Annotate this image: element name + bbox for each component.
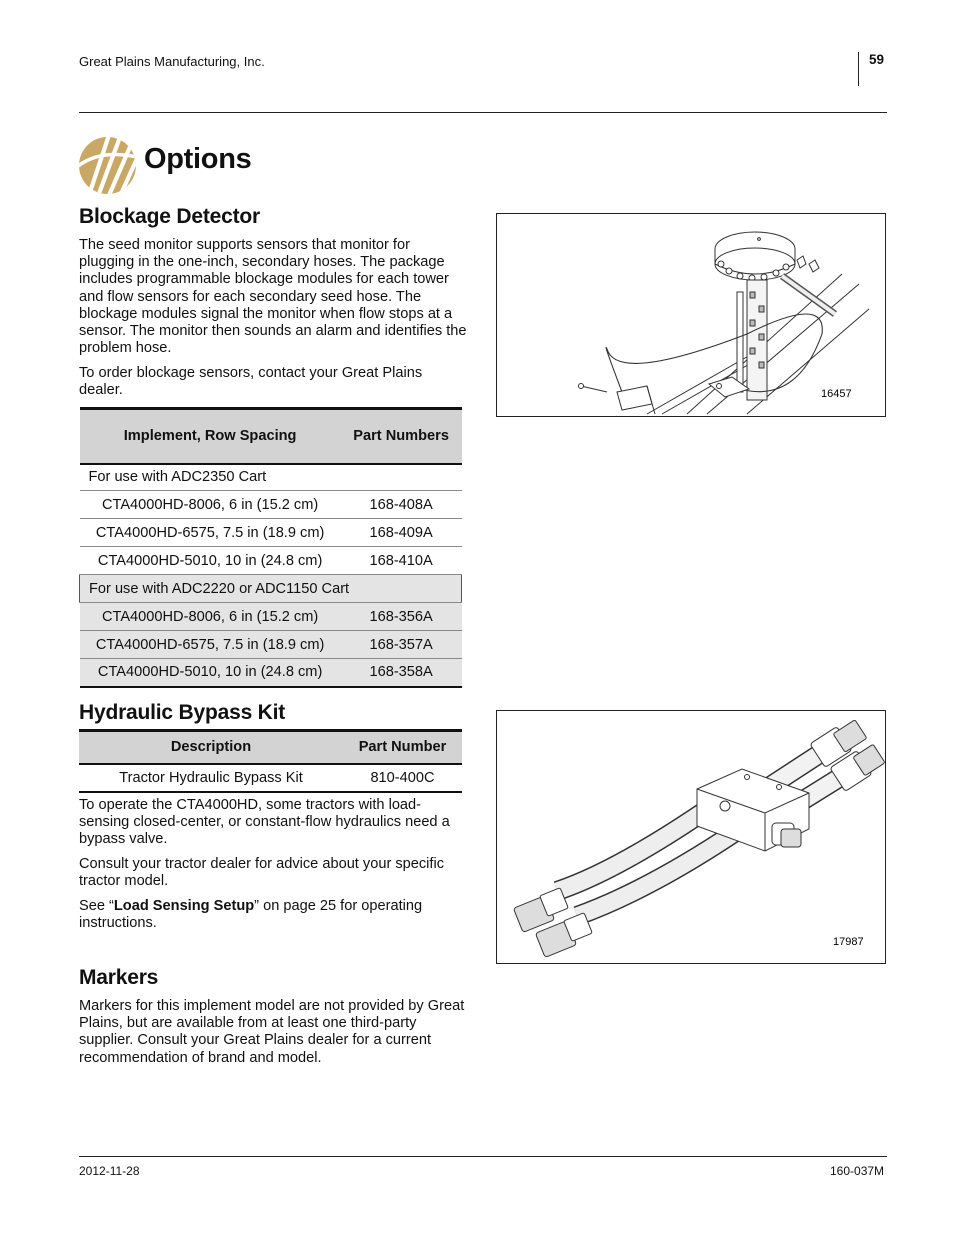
see-prefix: See “: [79, 898, 114, 914]
hydraulic-bypass-illustration: [497, 711, 885, 963]
table-row: [80, 519, 462, 547]
section-heading-markers: Markers: [79, 966, 159, 989]
table-cell-implement: CTA4000HD-6575, 7.5 in (18.9 cm): [80, 631, 341, 659]
table-group-label: For use with ADC2350 Cart: [80, 464, 462, 491]
table-row: [80, 547, 462, 575]
blockage-sensor-illustration: [497, 214, 885, 416]
footer-doc-number: 160-037M: [830, 1164, 885, 1178]
figure-number: 16457: [821, 388, 852, 400]
header-rule: [79, 112, 887, 113]
table-header-description: Description: [79, 731, 343, 764]
table-row: [79, 764, 462, 792]
table-cell-part: 810-400C: [343, 764, 462, 792]
hydraulic-parts-table: [79, 729, 462, 793]
table-row: [80, 603, 462, 631]
table-row: [80, 659, 462, 687]
figure-hydraulic-bypass: [496, 710, 886, 964]
table-cell-implement: CTA4000HD-6575, 7.5 in (18.9 cm): [80, 519, 341, 547]
hydraulic-paragraph-3: [79, 898, 469, 932]
hydraulic-paragraph-1: To operate the CTA4000HD, some tractors with load-sensing closed-center, or constant-flow hydraulics need a bypass valve.: [79, 797, 450, 848]
table-cell-implement: CTA4000HD-8006, 6 in (15.2 cm): [80, 491, 341, 519]
table-group-label: For use with ADC2220 or ADC1150 Cart: [80, 575, 462, 603]
table-row: [80, 631, 462, 659]
page-title: Options: [144, 143, 252, 175]
footer-date: 2012-11-28: [79, 1164, 140, 1178]
figure-blockage-sensor: [496, 213, 886, 417]
section-heading-hydraulic: Hydraulic Bypass Kit: [79, 701, 286, 724]
header-company: Great Plains Manufacturing, Inc.: [79, 54, 265, 69]
table-cell-part: 168-408A: [341, 491, 462, 519]
table-cell-part: 168-357A: [341, 631, 462, 659]
table-cell-implement: CTA4000HD-5010, 10 in (24.8 cm): [80, 547, 341, 575]
header-divider: [858, 52, 859, 86]
table-cell-part: 168-358A: [341, 659, 462, 687]
load-sensing-setup-reference: Load Sensing Setup: [113, 898, 255, 914]
table-header-part-numbers: Part Numbers: [341, 409, 462, 464]
hydraulic-paragraph-2: Consult your tractor dealer for advice about your specific tractor model.: [79, 856, 445, 890]
section-heading-blockage: Blockage Detector: [79, 205, 260, 228]
footer-rule: [79, 1156, 887, 1157]
table-cell-implement: CTA4000HD-8006, 6 in (15.2 cm): [80, 603, 341, 631]
great-plains-logo-icon: [79, 137, 136, 194]
markers-paragraph: Markers for this implement model are not provided by Great Plains, but are available from at least one third-party supplier. Consult your Great Plains dealer for a current recommendation of brand and model.: [79, 998, 465, 1066]
table-cell-description: Tractor Hydraulic Bypass Kit: [79, 764, 343, 792]
table-header-implement: Implement, Row Spacing: [80, 409, 341, 464]
blockage-parts-table: [79, 407, 462, 688]
table-cell-part: 168-409A: [341, 519, 462, 547]
figure-number: 17987: [833, 936, 864, 948]
table-cell-part: 168-410A: [341, 547, 462, 575]
table-header-part-number: Part Number: [343, 731, 462, 764]
blockage-paragraph-2: To order blockage sensors, contact your Great Plains dealer.: [79, 365, 423, 399]
see-suffix: ” on page 25 for operating instructions.: [79, 898, 423, 932]
table-cell-part: 168-356A: [341, 603, 462, 631]
page-number: 59: [869, 52, 885, 67]
blockage-paragraph-1: The seed monitor supports sensors that monitor for plugging in the one-inch, secondary hoses. The package includes programmable blockage modules for each tower and flow sensors for each secondary seed hose. The blockage modules signal the monitor when flow stops at a sensor. The monitor then sounds an alarm and identifies the problem hose.: [79, 237, 467, 357]
table-row: [80, 491, 462, 519]
table-cell-implement: CTA4000HD-5010, 10 in (24.8 cm): [80, 659, 341, 687]
